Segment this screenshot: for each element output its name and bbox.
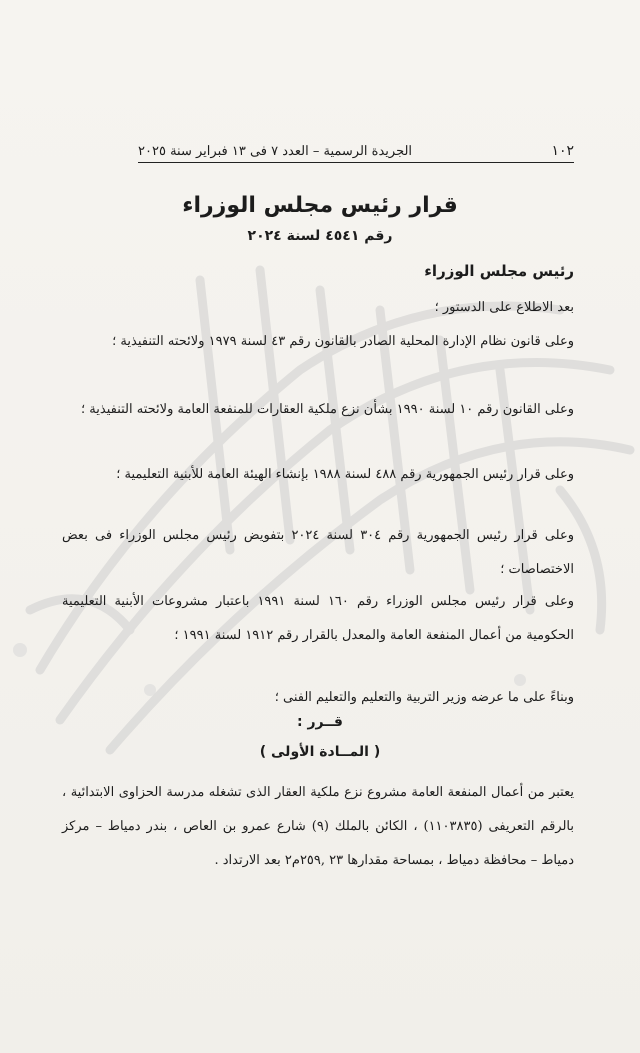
- issuer-heading: رئيس مجلس الوزراء: [424, 262, 574, 280]
- decree-title: قرار رئيس مجلس الوزراء: [182, 193, 458, 218]
- article-text: يعتبر من أعمال المنفعة العامة مشروع نزع ملكية العقار الذى تشغله مدرسة الحزاوى الابتدائية ، بالرقم التعريفى (١١٠٣٨٣٥) ، الكائن بالملك (٩) شارع عمرو بن العاص ، بندر دمياط – مركز دمياط – محافظة دمياط ، بمساحة مقدارها ٢٣ ,٢٥٩م٢ بعد الارتداد .: [62, 785, 575, 868]
- preamble-item: وعلى قرار رئيس الجمهورية رقم ٣٠٤ لسنة ٢٠٢٤ بتفويض رئيس مجلس الوزراء فى بعض الاختصاصات ؛: [62, 528, 575, 577]
- preamble-item: وعلى قرار رئيس الجمهورية رقم ٤٨٨ لسنة ١٩٨٨ بإنشاء الهيئة العامة للأبنية التعليمية ؛: [116, 467, 574, 482]
- gazette-issue: الجريدة الرسمية – العدد ٧ فى ١٣ فبراير سنة ٢٠٢٥: [138, 144, 413, 159]
- preamble-item: وعلى قرار رئيس مجلس الوزراء رقم ١٦٠ لسنة ١٩٩١ باعتبار مشروعات الأبنية التعليمية الحكومية من أعمال المنفعة العامة والمعدل بالقرار رقم ١٩١٢ لسنة ١٩٩١ ؛: [62, 594, 574, 643]
- page-header: [138, 143, 574, 163]
- preamble-item: وعلى القانون رقم ١٠ لسنة ١٩٩٠ بشأن نزع ملكية العقارات للمنفعة العامة ولائحته التنفيذية ؛: [81, 402, 574, 417]
- decree-number: رقم ٤٥٤١ لسنة ٢٠٢٤: [247, 228, 393, 244]
- decree-heading: قــرر :: [297, 714, 343, 730]
- page-number: ١٠٢: [551, 143, 574, 159]
- preamble-item: وعلى قانون نظام الإدارة المحلية الصادر بالقانون رقم ٤٣ لسنة ١٩٧٩ ولائحته التنفيذية ؛: [112, 334, 574, 349]
- preamble-item: وبناءً على ما عرضه وزير التربية والتعليم والتعليم الفنى ؛: [274, 690, 574, 705]
- preamble-item: بعد الاطلاع على الدستور ؛: [434, 300, 574, 315]
- article-heading: ( المــادة الأولى ): [259, 744, 381, 760]
